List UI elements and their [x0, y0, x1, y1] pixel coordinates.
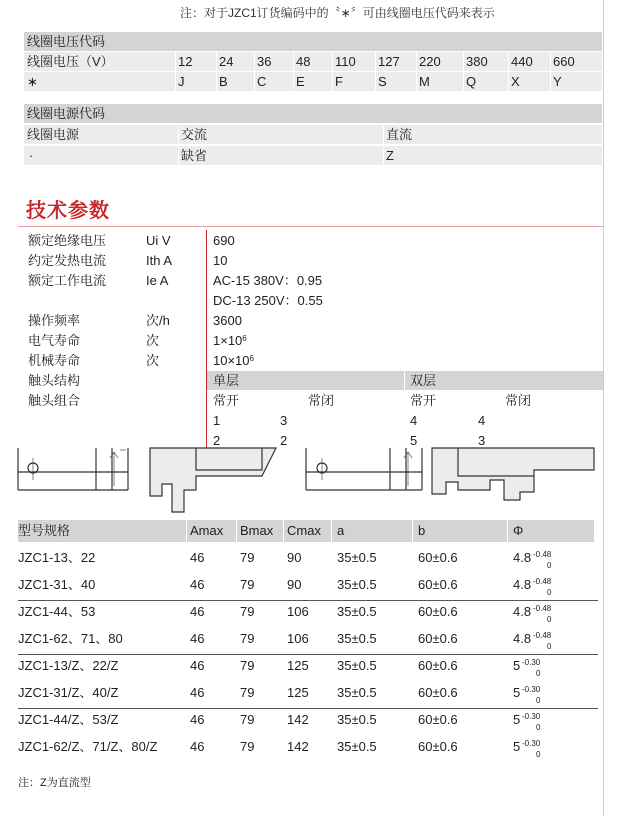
dim-cell-A: 46 [190, 604, 205, 619]
dim-cell-A: 46 [190, 631, 205, 646]
spec-value-exponent: 6 [242, 334, 247, 343]
voltage-value: 127 [378, 54, 400, 69]
dim-tolerance-lower: 0 [547, 588, 552, 597]
dim-tolerance-upper: -0.30 [522, 685, 541, 694]
dim-cell-a: 35±0.5 [337, 577, 377, 592]
group-divider [18, 600, 598, 601]
dim-tolerance-upper: -0.30 [522, 658, 541, 667]
combo-value: 3 [478, 433, 486, 448]
dim-cell-B: 79 [240, 631, 255, 646]
power-row-label: 线圈电源 [27, 127, 80, 142]
spec-name: 操作频率 [28, 313, 81, 328]
voltage-column-separator [332, 52, 333, 91]
dim-tolerance-upper: -0.48 [533, 577, 552, 586]
voltage-code: F [335, 74, 343, 89]
single-nc-header: 常闭 [308, 393, 335, 408]
dim-tolerance-lower: 0 [547, 615, 552, 624]
dim-cell-B: 79 [240, 604, 255, 619]
voltage-code-title-bar [24, 32, 602, 51]
dim-cell-A: 46 [190, 685, 205, 700]
dim-cell-a: 35±0.5 [337, 685, 377, 700]
dim-cell-B: 79 [240, 712, 255, 727]
dim-cell-a: 35±0.5 [337, 631, 377, 646]
spec-name: 约定发热电流 [28, 253, 107, 268]
voltage-value: 440 [511, 54, 533, 69]
combo-value: 4 [478, 413, 486, 428]
dim-tolerance-lower: 0 [536, 696, 541, 705]
dim-tolerance-lower: 0 [547, 561, 552, 570]
dim-header-cell: a [337, 523, 345, 538]
header-separator [412, 520, 413, 542]
spec-name: 电气寿命 [28, 333, 81, 348]
power-row-bar [24, 125, 602, 144]
voltage-code: X [511, 74, 520, 89]
dim-header-cell: Amax [190, 523, 224, 538]
spec-value: DC-13 250V：0.55 [213, 293, 323, 308]
voltage-column-separator [216, 52, 217, 91]
dim-cell-A: 46 [190, 739, 205, 754]
spec-name: 额定绝缘电压 [28, 233, 107, 248]
code-row-label: ∗ [27, 74, 38, 89]
dim-cell-phi: 5 [513, 658, 521, 673]
dim-tolerance-lower: 0 [536, 723, 541, 732]
voltage-code: M [419, 74, 430, 89]
combo-value: 5 [410, 433, 418, 448]
right-page-border [603, 0, 604, 816]
header-separator [236, 520, 237, 542]
dim-cell-A: 46 [190, 712, 205, 727]
dim-cell-phi: 4.8 [513, 550, 532, 565]
drawing-double-side [306, 448, 422, 490]
power-separator-1 [178, 125, 179, 165]
spec-value-base: 10×10 [213, 353, 250, 368]
dim-cell-C: 90 [287, 550, 302, 565]
power-dc-code: Z [386, 148, 394, 163]
spec-symbol: 次 [146, 333, 160, 348]
header-separator [186, 520, 187, 542]
voltage-column-separator [375, 52, 376, 91]
double-no-header: 常开 [410, 393, 437, 408]
dim-cell-model: JZC1-62/Z、71/Z、80/Z [18, 739, 158, 754]
dim-header-cell: 型号规格 [18, 523, 71, 538]
dim-cell-C: 125 [287, 685, 309, 700]
header-separator [331, 520, 332, 542]
voltage-code: E [296, 74, 305, 89]
dim-cell-b: 60±0.6 [418, 712, 458, 727]
dim-cell-b: 60±0.6 [418, 631, 458, 646]
dim-tolerance-lower: 0 [547, 642, 552, 651]
combo-value: 4 [410, 413, 418, 428]
dim-cell-phi: 4.8 [513, 631, 532, 646]
voltage-row-label: 线圈电压（V） [27, 54, 114, 69]
voltage-value: 220 [419, 54, 441, 69]
combo-value: 2 [280, 433, 288, 448]
dim-tolerance-lower: 0 [536, 750, 541, 759]
group-divider [18, 654, 598, 655]
dim-cell-phi: 4.8 [513, 604, 532, 619]
power-code-title: 线圈电源代码 [27, 106, 106, 121]
combo-value: 2 [213, 433, 221, 448]
dim-header-cell: Bmax [240, 523, 274, 538]
spec-symbol: 次 [146, 353, 160, 368]
dim-cell-C: 106 [287, 604, 309, 619]
dim-cell-phi: 4.8 [513, 577, 532, 592]
contact-structure-separator [404, 371, 405, 390]
spec-value: 690 [213, 233, 235, 248]
drawing-double-front [432, 448, 594, 500]
dim-cell-b: 60±0.6 [418, 658, 458, 673]
dim-cell-a: 35±0.5 [337, 550, 377, 565]
dim-cell-C: 106 [287, 631, 309, 646]
drawing-single-side [18, 448, 128, 490]
voltage-column-separator [416, 52, 417, 91]
voltage-value: 380 [466, 54, 488, 69]
spec-symbol: 次/h [146, 313, 170, 328]
dim-cell-b: 60±0.6 [418, 577, 458, 592]
dim-cell-C: 142 [287, 739, 309, 754]
spec-value: AC-15 380V：0.95 [213, 273, 323, 288]
dim-cell-C: 142 [287, 712, 309, 727]
dim-tolerance-upper: -0.30 [522, 712, 541, 721]
spec-name: 额定工作电流 [28, 273, 107, 288]
spec-value [213, 351, 254, 370]
dim-cell-model: JZC1-13/Z、22/Z [18, 658, 119, 673]
power-dc: 直流 [386, 127, 413, 142]
power-separator-2 [383, 125, 384, 165]
contact-structure-bar [207, 371, 603, 390]
dim-cell-b: 60±0.6 [418, 685, 458, 700]
voltage-value: 12 [178, 54, 193, 69]
dim-cell-a: 35±0.5 [337, 604, 377, 619]
dim-tolerance-lower: 0 [536, 669, 541, 678]
dim-cell-b: 60±0.6 [418, 604, 458, 619]
dim-cell-phi: 5 [513, 685, 521, 700]
voltage-column-separator [293, 52, 294, 91]
spec-divider-line [206, 230, 207, 450]
voltage-column-separator [463, 52, 464, 91]
voltage-code-title: 线圈电压代码 [27, 34, 106, 49]
spec-name: 机械寿命 [28, 353, 81, 368]
voltage-code: J [178, 74, 185, 89]
dim-tolerance-upper: -0.30 [522, 739, 541, 748]
voltage-value: 36 [257, 54, 272, 69]
drawing-single-front [150, 448, 276, 512]
section-title: 技术参数 [26, 200, 110, 222]
spec-symbol: Ie A [146, 273, 169, 288]
dim-cell-model: JZC1-62、71、80 [18, 631, 123, 646]
voltage-value: 24 [219, 54, 234, 69]
contact-structure-label: 触头结构 [28, 373, 81, 388]
spec-symbol: Ith A [146, 253, 173, 268]
double-nc-header: 常闭 [505, 393, 532, 408]
dim-cell-B: 79 [240, 658, 255, 673]
spec-value-base: 1×10 [213, 333, 243, 348]
dim-cell-B: 79 [240, 550, 255, 565]
header-separator [283, 520, 284, 542]
power-code-title-bar [24, 104, 602, 123]
dim-tolerance-upper: -0.48 [533, 550, 552, 559]
combo-value: 1 [213, 413, 221, 428]
contact-double-layer: 双层 [410, 373, 437, 388]
spec-value: 10 [213, 253, 228, 268]
dim-cell-C: 125 [287, 658, 309, 673]
voltage-code: Y [553, 74, 562, 89]
contact-combo-label: 触头组合 [28, 393, 81, 408]
single-no-header: 常开 [213, 393, 240, 408]
dim-cell-a: 35±0.5 [337, 712, 377, 727]
voltage-column-separator [508, 52, 509, 91]
dim-header-cell: Φ [513, 523, 524, 538]
dim-cell-B: 79 [240, 739, 255, 754]
dim-tolerance-upper: -0.48 [533, 604, 552, 613]
spec-value: 3600 [213, 313, 242, 328]
dim-cell-B: 79 [240, 577, 255, 592]
header-separator [507, 520, 508, 542]
voltage-value: 48 [296, 54, 311, 69]
voltage-code: C [257, 74, 267, 89]
dim-cell-A: 46 [190, 658, 205, 673]
voltage-value: 110 [335, 54, 356, 69]
dim-cell-A: 46 [190, 550, 205, 565]
spec-value-exponent: 6 [249, 354, 254, 363]
combo-value: 3 [280, 413, 288, 428]
group-divider [18, 708, 598, 709]
dim-cell-a: 35±0.5 [337, 658, 377, 673]
section-underline [18, 226, 604, 227]
voltage-code: B [219, 74, 228, 89]
dim-header-cell: b [418, 523, 426, 538]
voltage-column-separator [254, 52, 255, 91]
voltage-code: S [378, 74, 387, 89]
order-code-note: 注：对于JZC1订货编码中的〝∗〞可由线圈电压代码来表示 [180, 6, 495, 20]
contact-single-layer: 单层 [213, 373, 240, 388]
voltage-value: 660 [553, 54, 575, 69]
voltage-column-separator [550, 52, 551, 91]
power-code-row-bar [24, 146, 602, 165]
dim-cell-b: 60±0.6 [418, 550, 458, 565]
dim-cell-A: 46 [190, 577, 205, 592]
dim-cell-model: JZC1-31、40 [18, 577, 96, 592]
dim-cell-C: 90 [287, 577, 302, 592]
dim-cell-model: JZC1-13、22 [18, 550, 96, 565]
dimension-drawings [0, 446, 604, 516]
dim-tolerance-upper: -0.48 [533, 631, 552, 640]
dim-cell-model: JZC1-31/Z、40/Z [18, 685, 119, 700]
dim-header-cell: Cmax [287, 523, 321, 538]
dim-cell-model: JZC1-44/Z、53/Z [18, 712, 119, 727]
dim-cell-model: JZC1-44、53 [18, 604, 96, 619]
power-code-label: · [29, 148, 34, 163]
spec-symbol: Ui V [146, 233, 171, 248]
dim-cell-phi: 5 [513, 739, 521, 754]
dim-cell-B: 79 [240, 685, 255, 700]
dim-cell-b: 60±0.6 [418, 739, 458, 754]
voltage-code: Q [466, 74, 477, 89]
dim-cell-a: 35±0.5 [337, 739, 377, 754]
voltage-column-separator [175, 52, 176, 91]
bottom-note: 注：Z为直流型 [18, 777, 91, 789]
power-ac: 交流 [181, 127, 208, 142]
dim-cell-phi: 5 [513, 712, 521, 727]
spec-value [213, 331, 247, 350]
power-ac-code: 缺省 [181, 148, 208, 163]
